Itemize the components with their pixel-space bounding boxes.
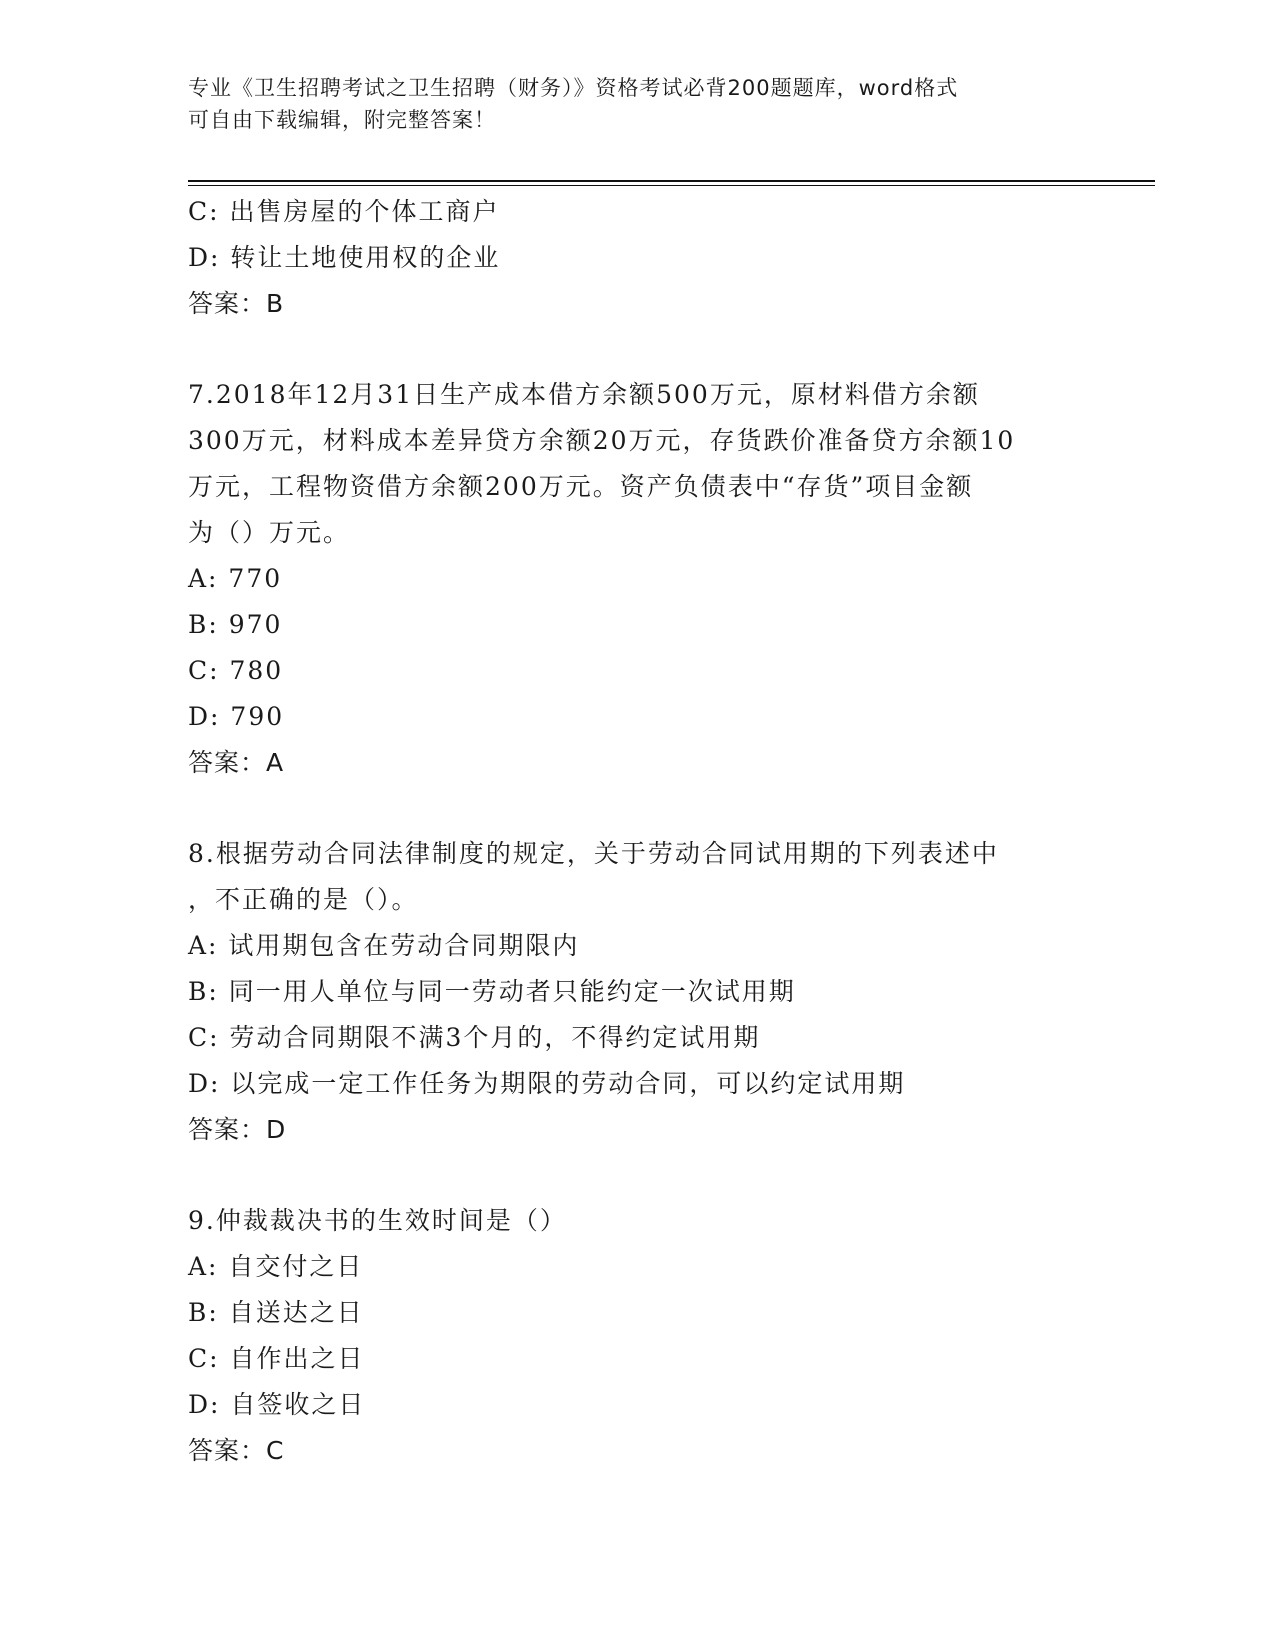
option-d: D: 自签收之日: [188, 1390, 366, 1419]
option-d: D: 790: [188, 702, 285, 731]
option-c: C: 劳动合同期限不满3个月的，不得约定试用期: [188, 1023, 761, 1052]
spacer: [188, 1153, 1108, 1198]
option-a: A: 770: [188, 564, 283, 593]
spacer: [188, 327, 1108, 372]
question-content: [188, 189, 1108, 1474]
option-c: C: 自作出之日: [188, 1344, 365, 1373]
header-divider-thick: [188, 180, 1155, 182]
answer-line: 答案：A: [188, 748, 285, 777]
question-stem-line: 8.根据劳动合同法律制度的规定，关于劳动合同试用期的下列表述中: [188, 839, 999, 868]
option-d: D: 以完成一定工作任务为期限的劳动合同，可以约定试用期: [188, 1069, 906, 1098]
question-stem-line: 9.仲裁裁决书的生效时间是（）: [188, 1206, 567, 1235]
option-a: A: 试用期包含在劳动合同期限内: [188, 931, 580, 960]
question-stem-line: 7.2018年12月31日生产成本借方余额500万元，原材料借方余额: [188, 380, 980, 409]
header-line-2: 可自由下载编辑，附完整答案！: [188, 108, 496, 132]
option-c: C: 出售房屋的个体工商户: [188, 197, 500, 226]
option-d: D: 转让土地使用权的企业: [188, 243, 501, 272]
question-stem-line: 万元，工程物资借方余额200万元。资产负债表中“存货”项目金额: [188, 472, 974, 501]
option-a: A: 自交付之日: [188, 1252, 364, 1281]
document-header: [188, 72, 1088, 136]
option-b: B: 970: [188, 610, 283, 639]
answer-line: 答案：D: [188, 1115, 287, 1144]
continued-question: [188, 189, 1108, 327]
question-8: [188, 831, 1108, 1153]
spacer: [188, 786, 1108, 831]
question-9: [188, 1198, 1108, 1474]
answer-line: 答案：C: [188, 1436, 285, 1465]
header-divider-thin: [188, 185, 1155, 186]
question-stem-line: ，不正确的是（）。: [188, 885, 419, 914]
question-stem-line: 为（）万元。: [188, 518, 351, 547]
question-7: [188, 372, 1108, 786]
option-b: B: 自送达之日: [188, 1298, 364, 1327]
option-c: C: 780: [188, 656, 284, 685]
option-b: B: 同一用人单位与同一劳动者只能约定一次试用期: [188, 977, 796, 1006]
header-line-1: 专业《卫生招聘考试之卫生招聘（财务）》资格考试必背200题题库，word格式: [188, 76, 959, 100]
answer-line: 答案：B: [188, 289, 285, 318]
question-stem-line: 300万元，材料成本差异贷方余额20万元，存货跌价准备贷方余额10: [188, 426, 1016, 455]
